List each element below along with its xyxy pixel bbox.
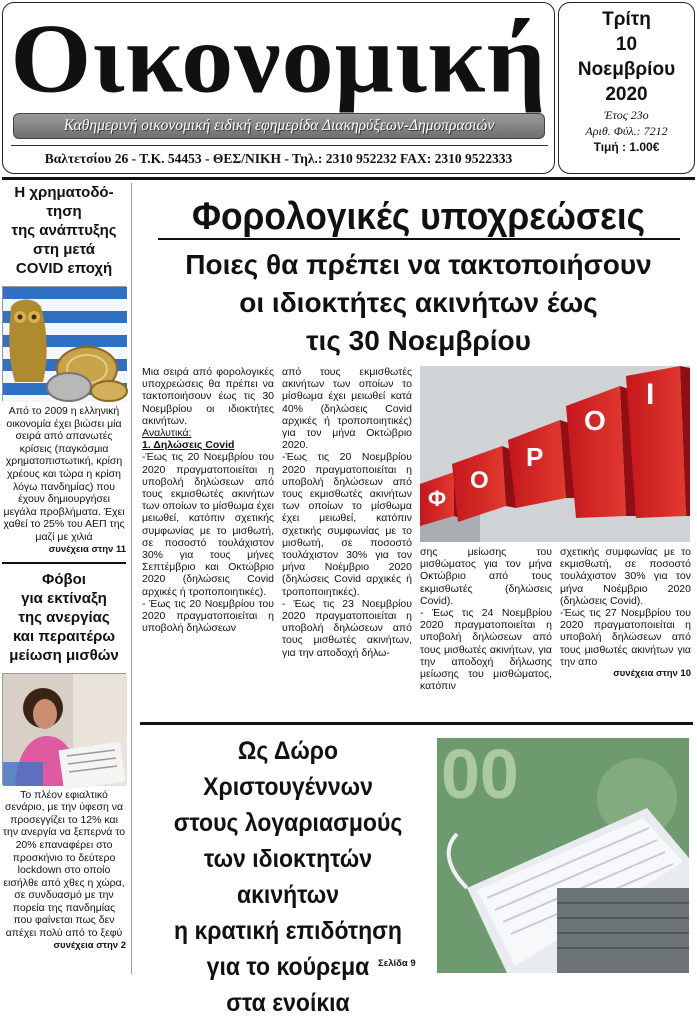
headline-line: η κρατική επιδότηση	[174, 917, 402, 945]
lead-paragraph: -Έως τις 27 Νοεμβρίου του 2020 πραγματοποιείται η υποβολή δηλώσεων από τους μισθωτές ακινήτων για την απο	[560, 607, 691, 668]
issue-date: 10	[615, 34, 638, 55]
headline-line: και περαιτέρω	[12, 627, 116, 645]
banknote-mask-photo	[437, 735, 689, 973]
headline-line: Φόβοι	[42, 570, 86, 588]
sidebar	[2, 183, 126, 974]
block-letter: Ι	[646, 378, 655, 411]
banknote-mask-illustration	[437, 735, 689, 973]
sidebar-story-unemployment[interactable]	[2, 570, 126, 952]
lead-label: Αναλυτικά:	[142, 427, 192, 440]
sidebar-story-text: Από το 2009 η ελληνική οικονομία έχει βιώσει μία σειρά από απανωτές κρίσεις (παγκόσμια χρηματοπιστωτική, κρίση χρέους και τώρα η κρίση λόγω πανδημίας) που έχουν δημιουργήσει μεγάλα προβλήματα. Έχει χαθεί το 25% του ΑΕΠ της μαζί με χιλιά	[3, 405, 125, 543]
lead-intro: Μια σειρά από φορολογικές υποχρεώσεις θα πρέπει να τακτοποιήσουν έως τις 30 Νοεμβρίου οι ιδιοκτήτες ακινήτων.	[142, 366, 274, 427]
lead-paragraph: - Έως τις 20 Νοεμβρίου του 2020 πραγματοποιείται η υποβολή δηλώσεων	[142, 597, 274, 635]
headline-line: των ιδιοκτητών ακινήτων	[203, 845, 372, 909]
subheadline-line: τις 30 Νοεμβρίου	[306, 325, 531, 356]
issue-number: Αριθ. Φύλ.: 7212	[585, 124, 668, 138]
lead-column-2	[282, 366, 412, 659]
lead-headline-underline	[158, 238, 680, 240]
headline-line: για εκτίναξη	[21, 589, 107, 607]
owl-coin-flag-illustration	[3, 287, 127, 402]
masthead	[2, 2, 555, 174]
tax-letters-photo	[420, 366, 690, 542]
block-letter: Φ	[428, 486, 447, 511]
continued-link[interactable]: συνέχεια στην 11	[48, 543, 126, 555]
newspaper-logo: Οικονομική	[10, 3, 547, 114]
headline-line: Η χρηματοδό-	[14, 184, 114, 201]
sidebar-headline	[2, 183, 126, 278]
lead-paragraph: σης μείωσης του μισθώματος για τον μήνα Οκτώβριο από τους εκμισθωτές (δηλώσεις Covid).	[420, 546, 552, 607]
lead-headline[interactable]: Φορολογικές υποχρεώσεις	[191, 196, 646, 238]
block-letter: Ρ	[526, 442, 544, 472]
masthead-divider	[11, 145, 548, 146]
block-letter: Ο	[470, 467, 489, 494]
masthead-strapline: Καθημερινή οικονομική ειδική εφημερίδα Διακηρύξεων-Δημοπρασιών	[13, 113, 545, 139]
headline-line: μείωση μισθών	[9, 646, 119, 664]
lead-paragraph: από τους εκμισθωτές ακινήτων των οποίων το μίσθωμα έχει μειωθεί κατά 40% (δηλώσεις Covid αρχικές ή τροποποιητικές) για τον μήνα Οκτώβριο 2020.	[282, 366, 412, 452]
sidebar-rule	[2, 562, 126, 564]
lead-column-4	[560, 546, 691, 680]
subheadline-line: Ποιες θα πρέπει να τακτοποιήσουν	[185, 249, 652, 280]
issue-volume: Έτος 23ο	[604, 108, 649, 122]
headline-line: της ανεργίας	[18, 608, 110, 626]
masthead-bottom-rule	[2, 177, 695, 180]
lead-column-1	[142, 366, 274, 634]
lead-subheadline	[146, 246, 691, 360]
lead-paragraph: σχετικής συμφωνίας με το εκμισθωτή, σε ποσοστό τουλάχιστον 30% για τον μήνα Νοέμβριο 2020 (δηλώσεις Covid).	[560, 546, 691, 607]
sidebar-story-financing[interactable]	[2, 183, 126, 556]
headline-line: για το κούρεμα	[206, 953, 370, 981]
issue-day: Τρίτη	[602, 9, 651, 30]
sidebar-headline	[2, 570, 126, 665]
headline-line: στους λογαριασμούς	[173, 809, 403, 837]
lead-paragraph: -Έως τις 20 Νοεμβρίου 2020 πραγματοποιείται η υποβολή δηλώσεων από τους εκμισθωτές ακινήτων των οποίων το μίσθωμα έχει μειωθεί, κατόπιν σχετικής συμφωνίας με το μισθωτή, σε ποσοστό τουλάχιστον 30% για τον μήνα Νοέμβριο 2020 (δηλώσεις Covid αρχικές ή τροποποιητικές).	[282, 451, 412, 598]
tax-blocks-illustration	[420, 366, 690, 542]
lead-paragraph: - Έως τις 24 Νοεμβρίου 2020 πραγματοποιείται η υποβολή δηλώσεων από τους μισθωτές ακινήτων, για την αποδοχή δήλωσης μείωσης του μισθώματος, κατόπιν	[420, 607, 552, 693]
headline-line: Ως Δώρο Χριστουγέννων	[203, 737, 373, 801]
page-reference[interactable]: Σελίδα 9	[378, 958, 416, 969]
sidebar-divider	[131, 183, 132, 974]
issue-year: 2020	[605, 84, 648, 105]
owl-coin-flag-image	[2, 286, 126, 401]
masthead-address: Βαλτετσίου 26 - Τ.Κ. 54453 - ΘΕΣ/ΝΙΚΗ - Τηλ.: 2310 952232 FAX: 2310 9522333	[44, 151, 513, 166]
woman-documents-illustration	[3, 674, 127, 786]
block-letter: Ο	[584, 405, 606, 436]
second-story-headline[interactable]	[152, 733, 424, 1021]
headline-line: τηση	[46, 203, 82, 220]
lead-section-title: 1. Δηλώσεις Covid	[142, 439, 235, 452]
issue-price: Τιμή : 1.00€	[593, 140, 660, 154]
date-box	[558, 2, 695, 174]
section-rule	[140, 722, 693, 725]
lead-paragraph: - Έως τις 23 Νοεμβρίου 2020 πραγματοποιείται η υποβολή δηλώσεων από τους μισθωτές ακινήτων, για την αποδοχή δήλω-	[282, 597, 412, 659]
headline-line: της ανάπτυξης	[11, 222, 117, 239]
headline-line: COVID εποχή	[15, 260, 113, 277]
continued-link[interactable]: συνέχεια στην 10	[613, 668, 691, 680]
lead-paragraph: -Έως τις 20 Νοεμβρίου του 2020 πραγματοποιείται η υποβολή δηλώσεων από τους εκμισθωτές ακινήτων των οποίων το μίσθωμα έχει μειωθεί, κατόπιν σχετικής συμφωνίας με το μισθωτή, σε ποσοστό τουλάχιστον 30% για τους μήνες Σεπτέμβριο και Οκτώβριο 2020 (δηλώσεις Covid αρχικές ή τροποποιητικές).	[142, 451, 274, 598]
continued-link[interactable]: συνέχεια στην 2	[53, 939, 126, 951]
woman-documents-image	[2, 673, 126, 785]
issue-month: Νοεμβρίου	[577, 59, 676, 80]
banknote-digits: 00	[441, 735, 519, 813]
headline-line: στη μετά	[32, 241, 96, 258]
subheadline-line: οι ιδιοκτήτες ακινήτων έως	[239, 287, 598, 318]
sidebar-story-text: Το πλέον εφιαλτικό σενάριο, με την ύφεση να προσεγγίζει το 12% και την ανεργία να ξεπερνά το 20% επαναφέρει στο προσκήνιο το δεύτερο lockdown στο οποίο εισήλθε από χθες η χώρα, σε συνδυασμό με την πορεία της πανδημίας που φαίνεται πως δεν απέχει πολύ από το ξεφύ	[2, 788, 126, 940]
headline-line: στα ενοίκια	[226, 989, 350, 1017]
lead-column-3	[420, 546, 552, 692]
